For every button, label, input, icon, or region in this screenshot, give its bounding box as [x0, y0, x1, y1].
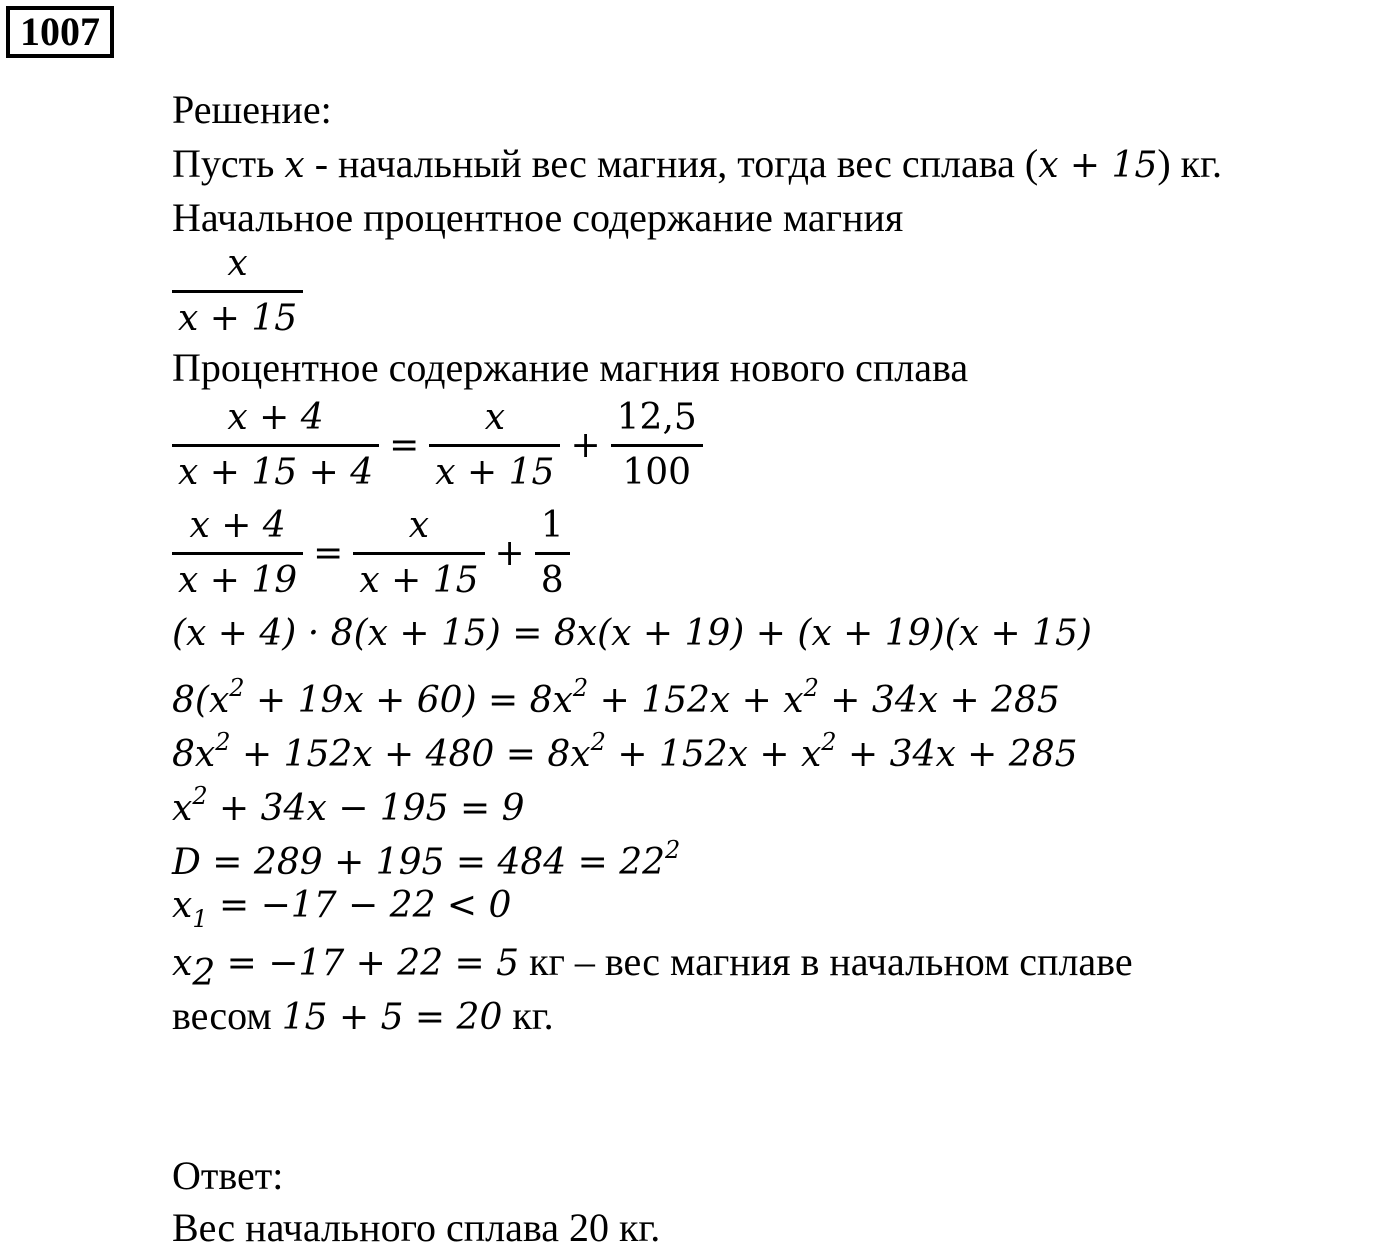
- plus-sign: +: [494, 533, 525, 574]
- eq1-right-denominator: 100: [622, 452, 692, 493]
- eq7-part-a: D = 289 + 195 = 484 = 22: [172, 842, 666, 883]
- text-line-1-a: Пусть: [172, 141, 285, 186]
- exponent: 2: [192, 782, 208, 810]
- eq6-part-a: x: [172, 788, 193, 829]
- eq4-part-b: + 19x + 60) = 8x: [244, 680, 573, 721]
- eq8-part-b: = −17 − 22 < 0: [207, 885, 512, 926]
- exponent: 2: [665, 836, 681, 864]
- eq1-left-numerator: x + 4: [227, 397, 324, 438]
- subscript: 1: [192, 905, 208, 933]
- equation-1: [172, 392, 703, 499]
- last-line-b: кг.: [502, 993, 554, 1038]
- solution-heading: Решение:: [172, 87, 332, 132]
- fraction-denominator: x + 15: [178, 298, 298, 339]
- exponent: 2: [572, 674, 589, 702]
- eq2-mid-denominator: x + 15: [359, 560, 479, 601]
- text-line-3: Процентное содержание магния нового сплава: [172, 345, 969, 390]
- last-line-a: весом: [172, 993, 282, 1038]
- eq5-part-c: + 152x + x: [605, 734, 822, 775]
- exponent: 2: [215, 728, 231, 756]
- eq4-part-c: + 152x + x: [588, 680, 804, 721]
- equals-sign: =: [313, 533, 344, 574]
- eq6-part-b: + 34x − 195 = 9: [207, 788, 525, 829]
- eq2-right-denominator: 8: [540, 560, 564, 601]
- equals-sign: =: [389, 425, 420, 466]
- fraction-numerator: x: [227, 243, 248, 284]
- text-line-1-b: - начальный вес магния, тогда вес сплава (: [304, 141, 1039, 186]
- equation-6: [172, 772, 524, 833]
- eq1-left-denominator: x + 15 + 4: [178, 452, 374, 493]
- eq9-part-b: = −17 + 22 = 5: [215, 943, 520, 984]
- eq1-right-numerator: 12,5: [616, 397, 697, 438]
- equation-4: [172, 664, 1060, 725]
- exponent: 2: [590, 728, 606, 756]
- equation-5: [172, 718, 1078, 779]
- answer-text: Вес начального сплава 20 кг.: [172, 1205, 661, 1250]
- eq2-mid-numerator: x: [408, 505, 430, 546]
- text-line-1: [172, 140, 1222, 190]
- eq4-part-d: + 34x + 285: [818, 680, 1060, 721]
- exponent: 2: [803, 674, 819, 702]
- equation-discriminant: [172, 826, 680, 887]
- answer-heading: Ответ:: [172, 1153, 284, 1198]
- equation-root-1: [172, 882, 511, 943]
- exponent: 2: [229, 674, 245, 702]
- fraction-initial: [172, 238, 303, 345]
- eq9-part-a: x: [172, 943, 193, 984]
- expr-x-plus-15: x + 15: [1038, 145, 1158, 186]
- eq5-part-d: + 34x + 285: [836, 734, 1078, 775]
- problem-number: 1007: [6, 6, 114, 58]
- text-line-1-c: ) кг.: [1157, 141, 1223, 186]
- subscript: 2: [192, 953, 216, 994]
- eq2-left-denominator: x + 19: [178, 560, 298, 601]
- text-last-line: [172, 992, 554, 1042]
- eq8-part-a: x: [172, 885, 193, 926]
- eq1-mid-numerator: x: [484, 397, 506, 438]
- eq1-mid-denominator: x + 15: [435, 452, 555, 493]
- eq5-part-b: + 152x + 480 = 8x: [230, 734, 591, 775]
- var-x: x: [284, 145, 305, 186]
- equation-2: [172, 500, 570, 607]
- equation-root-2: [172, 938, 1133, 998]
- plus-sign: +: [570, 425, 601, 466]
- eq2-left-numerator: x + 4: [189, 505, 286, 546]
- eq9-text: кг – вес магния в начальном сплаве: [519, 939, 1133, 984]
- eq5-part-a: 8x: [172, 734, 216, 775]
- eq2-right-numerator: 1: [540, 505, 564, 546]
- last-line-expr: 15 + 5 = 20: [281, 997, 503, 1038]
- exponent: 2: [821, 728, 837, 756]
- eq4-part-a: 8(x: [172, 680, 230, 721]
- text-line-2: Начальное процентное содержание магния: [172, 195, 904, 240]
- equation-3: (x + 4) · 8(x + 15) = 8x(x + 19) + (x + 19)(x + 15): [172, 613, 1092, 654]
